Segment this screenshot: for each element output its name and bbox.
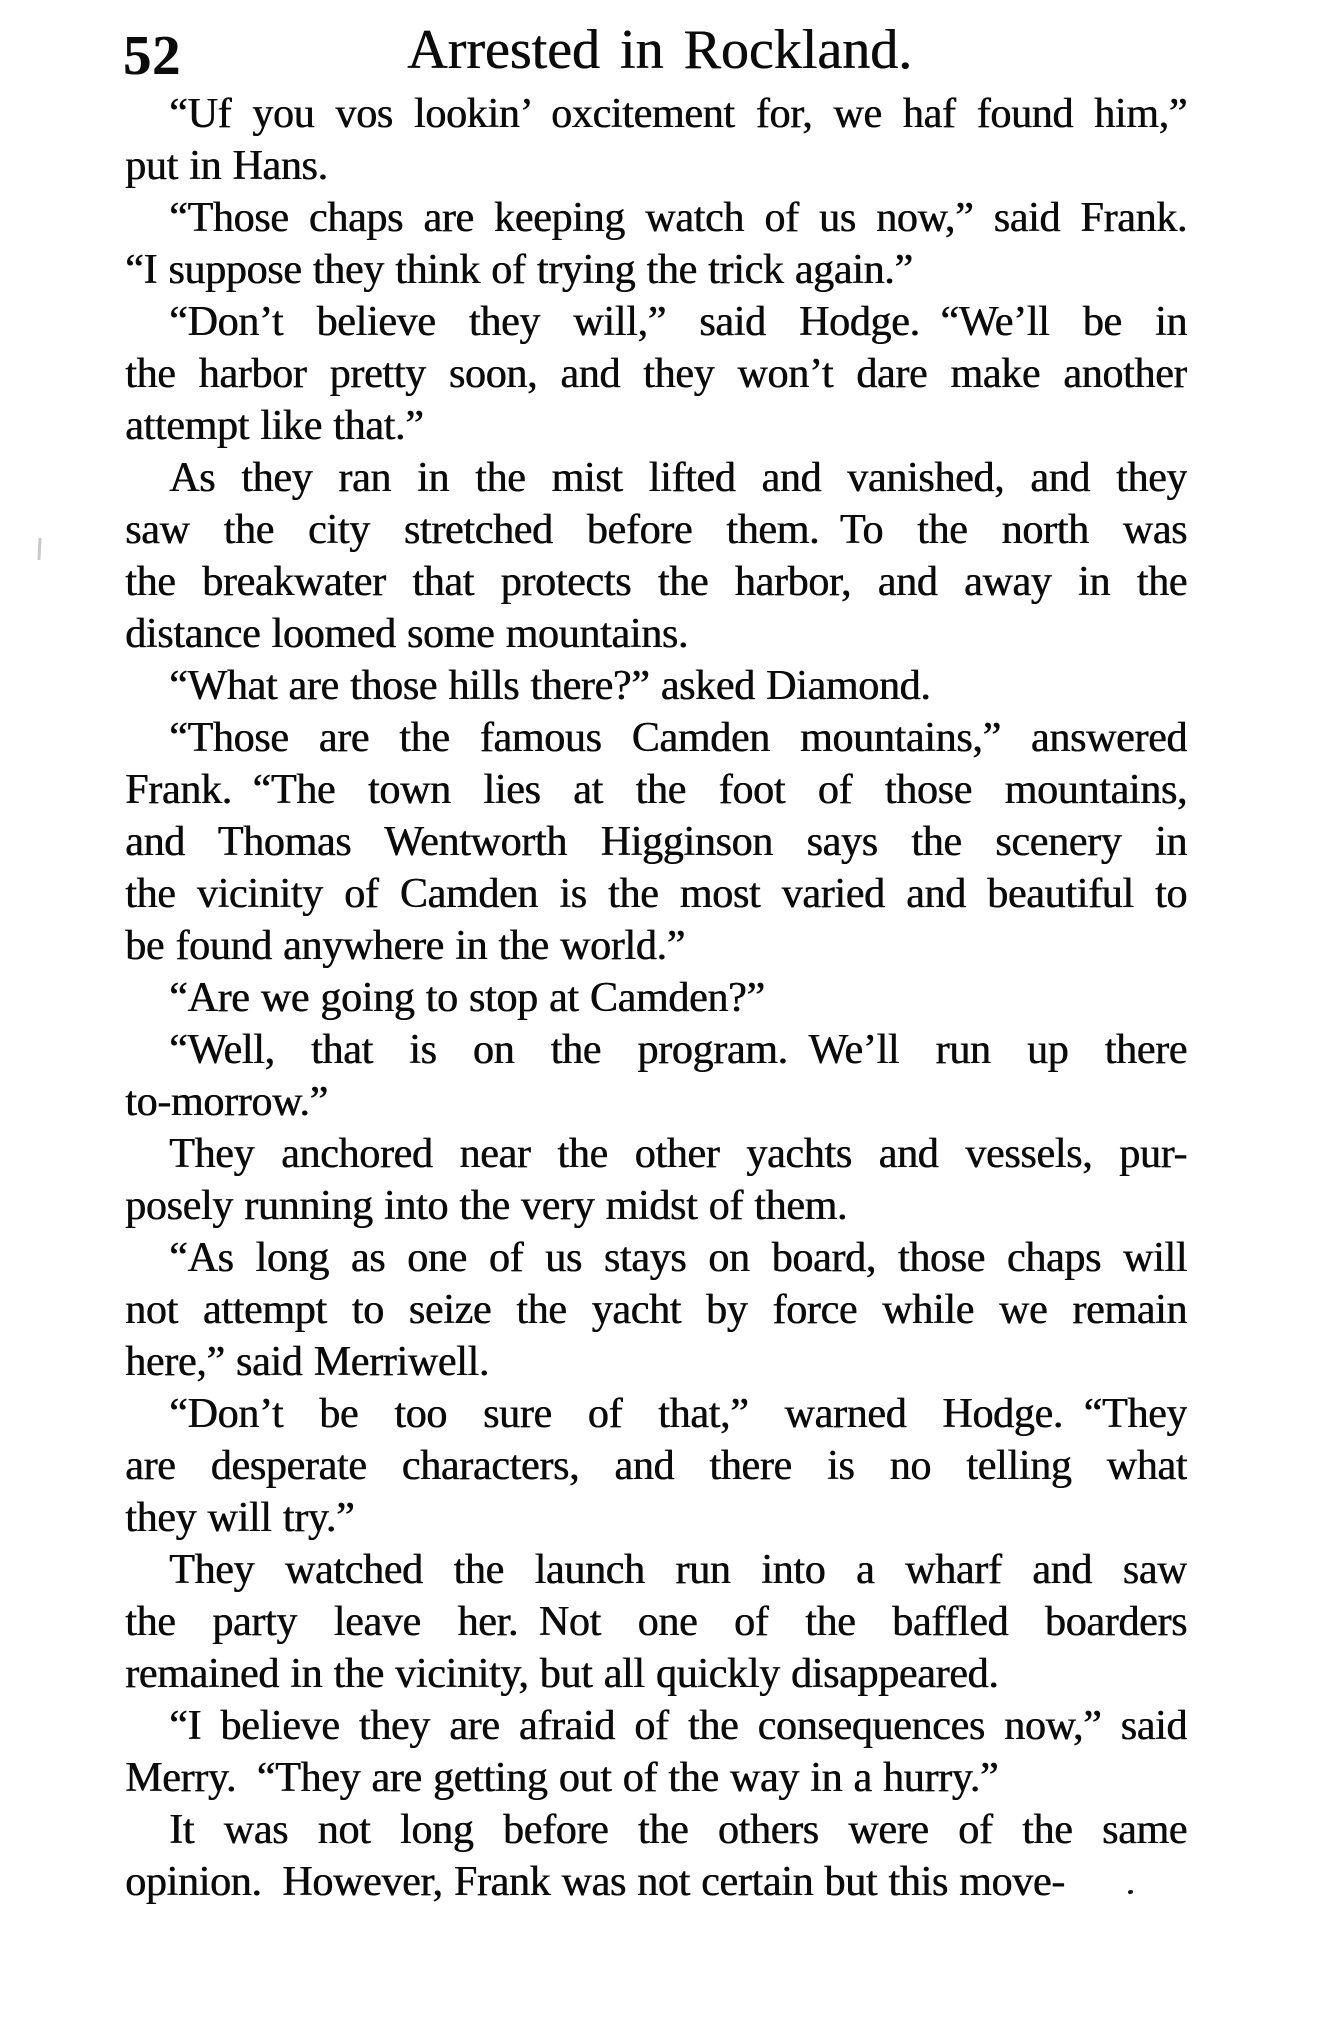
text-line: the harbor pretty soon, and they won’t dare make another <box>125 351 1187 397</box>
text-line: “Well, that is on the program. We’ll run up there <box>169 1027 1187 1073</box>
margin-smudge <box>37 538 41 560</box>
paragraph <box>125 1804 1187 1908</box>
paragraph <box>125 296 1187 452</box>
text-line: here,” said Merriwell. <box>125 1339 489 1385</box>
text-line: attempt like that.” <box>125 403 424 449</box>
page-header <box>0 0 1335 90</box>
paragraph <box>125 972 1187 1024</box>
text-line: saw the city stretched before them. To the north was <box>125 507 1187 553</box>
text-line: “Those chaps are keeping watch of us now,” said Frank. <box>169 195 1187 241</box>
text-line: are desperate characters, and there is no telling what <box>125 1443 1187 1489</box>
text-line: “Don’t be too sure of that,” warned Hodge. “They <box>169 1391 1187 1437</box>
paragraph <box>125 660 1187 712</box>
text-line: “Those are the famous Camden mountains,” answered <box>169 715 1187 761</box>
text-line: the party leave her. Not one of the baffled boarders <box>125 1599 1187 1645</box>
text-line: “I believe they are afraid of the consequences now,” said <box>169 1703 1187 1749</box>
text-line: the breakwater that protects the harbor, and away in the <box>125 559 1187 605</box>
text-line: and Thomas Wentworth Higginson says the scenery in <box>125 819 1187 865</box>
text-line: “What are those hills there?” asked Diamond. <box>169 663 931 709</box>
text-line: Merry. “They are getting out of the way in a hurry.” <box>125 1755 999 1801</box>
text-line: remained in the vicinity, but all quickly disappeared. <box>125 1651 999 1697</box>
paragraph <box>125 1388 1187 1544</box>
text-line: “Uf you vos lookin’ oxcitement for, we haf found him,” <box>169 91 1187 137</box>
text-line: “Are we going to stop at Camden?” <box>169 975 765 1021</box>
text-line: they will try.” <box>125 1495 355 1541</box>
paragraph <box>125 712 1187 972</box>
text-line: the vicinity of Camden is the most varied and beautiful to <box>125 871 1187 917</box>
page-title: Arrested in Rockland. <box>407 19 912 81</box>
paragraph <box>125 192 1187 296</box>
text-line: not attempt to seize the yacht by force while we remain <box>125 1287 1187 1333</box>
text-line: They watched the launch run into a wharf and saw <box>169 1547 1187 1593</box>
ink-speck <box>1128 1890 1133 1894</box>
text-line: be found anywhere in the world.” <box>125 923 685 969</box>
text-line: opinion. However, Frank was not certain but this move- <box>125 1859 1065 1905</box>
paragraph <box>125 1128 1187 1232</box>
paragraph <box>125 88 1187 192</box>
text-line: As they ran in the mist lifted and vanished, and they <box>169 455 1187 501</box>
text-line: Frank. “The town lies at the foot of those mountains, <box>125 767 1187 813</box>
paragraph <box>125 1700 1187 1804</box>
paragraph <box>125 1024 1187 1128</box>
body-text <box>125 88 1187 1908</box>
text-line: put in Hans. <box>125 143 328 189</box>
text-line: “As long as one of us stays on board, those chaps will <box>169 1235 1187 1281</box>
text-line: It was not long before the others were of the same <box>169 1807 1187 1853</box>
text-line: They anchored near the other yachts and vessels, pur- <box>169 1131 1187 1177</box>
text-line: to-morrow.” <box>125 1079 328 1125</box>
text-line: posely running into the very midst of them. <box>125 1183 848 1229</box>
paragraph <box>125 452 1187 660</box>
paragraph <box>125 1232 1187 1388</box>
text-line: distance loomed some mountains. <box>125 611 688 657</box>
page-number: 52 <box>123 25 181 87</box>
text-line: “I suppose they think of trying the trick again.” <box>125 247 913 293</box>
text-line: “Don’t believe they will,” said Hodge. “We’ll be in <box>169 299 1187 345</box>
paragraph <box>125 1544 1187 1700</box>
